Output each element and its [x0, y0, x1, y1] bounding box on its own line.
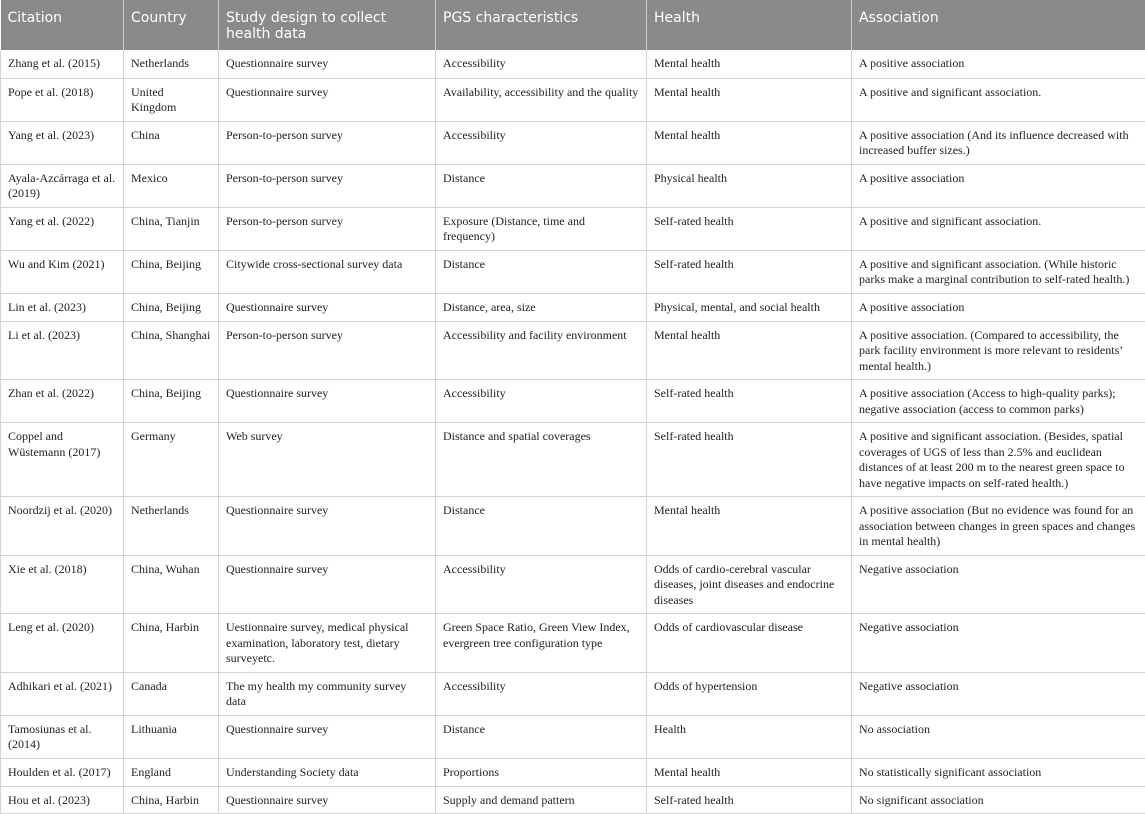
cell-citation: Lin et al. (2023) [1, 293, 124, 321]
cell-study-design: Web survey [219, 423, 436, 497]
cell-association: No significant association [852, 786, 1145, 814]
cell-study-design: Questionnaire survey [219, 786, 436, 814]
cell-association: A positive and significant association. [852, 207, 1145, 250]
header-association: Association [852, 0, 1145, 50]
cell-association: Negative association [852, 672, 1145, 715]
table-row [1, 672, 1145, 715]
cell-country: Mexico [124, 164, 219, 207]
cell-association: A positive association [852, 164, 1145, 207]
cell-citation: Pope et al. (2018) [1, 78, 124, 121]
cell-study-design: Citywide cross-sectional survey data [219, 250, 436, 293]
cell-citation: Li et al. (2023) [1, 321, 124, 380]
cell-study-design: Person-to-person survey [219, 121, 436, 164]
cell-pgs-characteristics: Exposure (Distance, time and frequency) [436, 207, 647, 250]
header-country: Country [124, 0, 219, 50]
cell-study-design: Uestionnaire survey, medical physical examination, laboratory test, dietary surveyetc. [219, 614, 436, 673]
cell-pgs-characteristics: Distance [436, 164, 647, 207]
table-row [1, 121, 1145, 164]
table-row [1, 250, 1145, 293]
cell-study-design: Person-to-person survey [219, 164, 436, 207]
cell-pgs-characteristics: Distance and spatial coverages [436, 423, 647, 497]
cell-pgs-characteristics: Accessibility [436, 380, 647, 423]
cell-country: Canada [124, 672, 219, 715]
cell-health: Self-rated health [647, 423, 852, 497]
cell-country: China [124, 121, 219, 164]
cell-pgs-characteristics: Supply and demand pattern [436, 786, 647, 814]
cell-study-design: Understanding Society data [219, 758, 436, 786]
cell-health: Health [647, 715, 852, 758]
cell-pgs-characteristics: Distance [436, 250, 647, 293]
cell-health: Odds of hypertension [647, 672, 852, 715]
header-row [1, 0, 1145, 50]
cell-association: A positive association (Access to high-quality parks); negative association (access to common parks) [852, 380, 1145, 423]
cell-citation: Coppel and Wüstemann (2017) [1, 423, 124, 497]
cell-study-design: Questionnaire survey [219, 497, 436, 556]
table-row [1, 715, 1145, 758]
cell-health: Mental health [647, 78, 852, 121]
table-row [1, 380, 1145, 423]
cell-health: Mental health [647, 497, 852, 556]
cell-pgs-characteristics: Accessibility [436, 50, 647, 78]
table-row [1, 207, 1145, 250]
cell-health: Mental health [647, 121, 852, 164]
cell-country: China, Beijing [124, 250, 219, 293]
cell-pgs-characteristics: Availability, accessibility and the quality [436, 78, 647, 121]
cell-health: Mental health [647, 758, 852, 786]
cell-health: Physical, mental, and social health [647, 293, 852, 321]
cell-citation: Hou et al. (2023) [1, 786, 124, 814]
cell-study-design: Questionnaire survey [219, 78, 436, 121]
table-row [1, 321, 1145, 380]
cell-association: A positive and significant association. (While historic parks make a marginal contribution to self-rated health.) [852, 250, 1145, 293]
cell-citation: Xie et al. (2018) [1, 555, 124, 614]
cell-country: China, Wuhan [124, 555, 219, 614]
cell-association: Negative association [852, 555, 1145, 614]
cell-pgs-characteristics: Distance [436, 715, 647, 758]
cell-health: Self-rated health [647, 250, 852, 293]
table-header [1, 0, 1145, 50]
cell-pgs-characteristics: Accessibility [436, 121, 647, 164]
cell-study-design: Questionnaire survey [219, 380, 436, 423]
cell-country: China, Harbin [124, 786, 219, 814]
cell-study-design: The my health my community survey data [219, 672, 436, 715]
table-row [1, 50, 1145, 78]
table-row [1, 614, 1145, 673]
cell-pgs-characteristics: Accessibility and facility environment [436, 321, 647, 380]
cell-country: China, Shanghai [124, 321, 219, 380]
cell-health: Odds of cardio-cerebral vascular diseases, joint diseases and endocrine diseases [647, 555, 852, 614]
cell-citation: Ayala-Azcárraga et al. (2019) [1, 164, 124, 207]
cell-country: China, Beijing [124, 293, 219, 321]
cell-association: No statistically significant association [852, 758, 1145, 786]
table-row [1, 786, 1145, 814]
cell-country: China, Beijing [124, 380, 219, 423]
cell-citation: Leng et al. (2020) [1, 614, 124, 673]
cell-association: A positive association [852, 50, 1145, 78]
cell-citation: Yang et al. (2022) [1, 207, 124, 250]
cell-association: A positive and significant association. [852, 78, 1145, 121]
cell-study-design: Questionnaire survey [219, 555, 436, 614]
table-row [1, 555, 1145, 614]
cell-citation: Zhan et al. (2022) [1, 380, 124, 423]
cell-study-design: Person-to-person survey [219, 321, 436, 380]
cell-association: A positive association (But no evidence was found for an association between changes in green spaces and changes in mental health) [852, 497, 1145, 556]
table-row [1, 293, 1145, 321]
cell-association: No association [852, 715, 1145, 758]
cell-pgs-characteristics: Green Space Ratio, Green View Index, evergreen tree configuration type [436, 614, 647, 673]
cell-citation: Adhikari et al. (2021) [1, 672, 124, 715]
cell-health: Mental health [647, 50, 852, 78]
cell-association: Negative association [852, 614, 1145, 673]
cell-health: Self-rated health [647, 380, 852, 423]
cell-health: Self-rated health [647, 786, 852, 814]
cell-pgs-characteristics: Proportions [436, 758, 647, 786]
cell-study-design: Questionnaire survey [219, 293, 436, 321]
cell-citation: Yang et al. (2023) [1, 121, 124, 164]
table-row [1, 164, 1145, 207]
cell-citation: Zhang et al. (2015) [1, 50, 124, 78]
cell-health: Odds of cardiovascular disease [647, 614, 852, 673]
cell-country: China, Harbin [124, 614, 219, 673]
cell-pgs-characteristics: Accessibility [436, 555, 647, 614]
cell-citation: Wu and Kim (2021) [1, 250, 124, 293]
cell-country: Netherlands [124, 50, 219, 78]
cell-country: England [124, 758, 219, 786]
cell-citation: Tamosiunas et al. (2014) [1, 715, 124, 758]
cell-country: Netherlands [124, 497, 219, 556]
table-row [1, 423, 1145, 497]
cell-association: A positive and significant association. (Besides, spatial coverages of UGS of less than 2.5% and euclidean distances of at least 200 m to the nearest green space to have negative impacts on self-rated health.) [852, 423, 1145, 497]
cell-citation: Noordzij et al. (2020) [1, 497, 124, 556]
cell-pgs-characteristics: Distance [436, 497, 647, 556]
cell-country: China, Tianjin [124, 207, 219, 250]
cell-study-design: Questionnaire survey [219, 715, 436, 758]
cell-study-design: Person-to-person survey [219, 207, 436, 250]
table-body [1, 50, 1145, 814]
cell-pgs-characteristics: Accessibility [436, 672, 647, 715]
header-study-design: Study design to collect health data [219, 0, 436, 50]
cell-health: Self-rated health [647, 207, 852, 250]
table-row [1, 78, 1145, 121]
header-citation: Citation [1, 0, 124, 50]
cell-country: Germany [124, 423, 219, 497]
cell-association: A positive association [852, 293, 1145, 321]
cell-country: United Kingdom [124, 78, 219, 121]
cell-study-design: Questionnaire survey [219, 50, 436, 78]
cell-pgs-characteristics: Distance, area, size [436, 293, 647, 321]
cell-association: A positive association. (Compared to accessibility, the park facility environment is more relevant to residents’ mental health.) [852, 321, 1145, 380]
cell-country: Lithuania [124, 715, 219, 758]
cell-health: Mental health [647, 321, 852, 380]
cell-health: Physical health [647, 164, 852, 207]
table-row [1, 497, 1145, 556]
header-health: Health [647, 0, 852, 50]
cell-citation: Houlden et al. (2017) [1, 758, 124, 786]
header-pgs-characteristics: PGS characteristics [436, 0, 647, 50]
table-row [1, 758, 1145, 786]
cell-association: A positive association (And its influence decreased with increased buffer sizes.) [852, 121, 1145, 164]
